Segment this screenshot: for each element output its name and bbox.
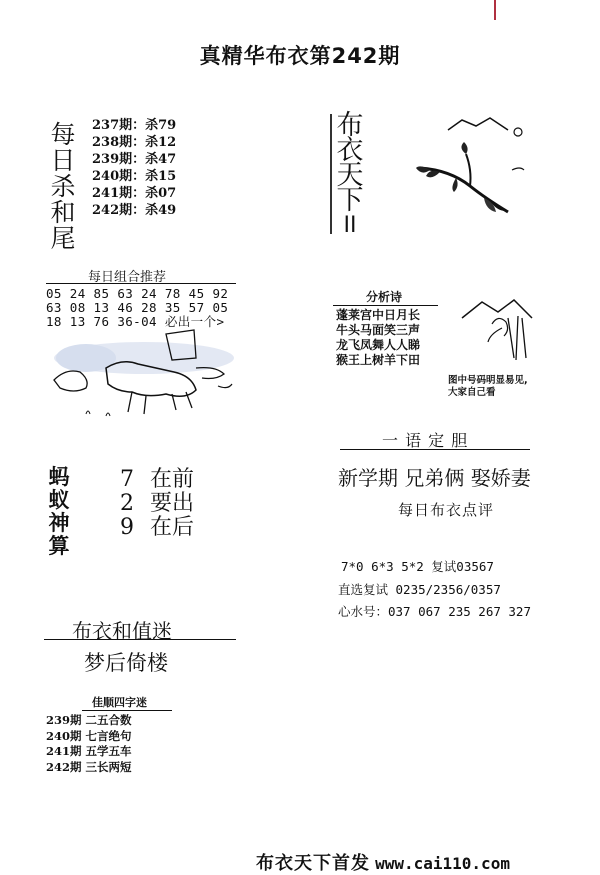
list-item: 239期 二五合数 [46, 713, 132, 727]
daily-combo-rows [46, 287, 228, 329]
analysis-line: 猴王上树羊下田 [336, 353, 421, 367]
daily-kill-label-char: 日 [50, 146, 76, 175]
yiyu-heading: 一 语 定 胆 [382, 431, 469, 450]
ant-label-char: 蚂 [48, 465, 70, 489]
four-char-list [46, 713, 132, 775]
ant-row [120, 492, 194, 516]
ant-rows [120, 468, 194, 540]
ant-label-char: 神 [48, 511, 70, 535]
list-item: 242期：杀49 [92, 203, 177, 218]
ant-num: 2 [120, 491, 134, 516]
analysis-lines [336, 308, 420, 368]
ant-text: 在后 [150, 515, 195, 540]
analysis-note [448, 375, 528, 399]
footer-url[interactable]: www.cai110.com [375, 854, 510, 873]
footer [256, 849, 510, 875]
buyi-char: II [343, 213, 357, 238]
list-item: 240期 七言绝句 [46, 728, 132, 743]
buyi-char: 天 [336, 160, 364, 191]
combo-row: 63 08 13 46 28 35 57 05 [46, 300, 229, 315]
list-item: 237期：杀79 [92, 118, 177, 133]
list-item: 241期 五学五车 [46, 744, 132, 758]
ant-row [120, 468, 194, 492]
analysis-line: 牛头马面笑三声 [336, 323, 421, 337]
list-item: 238期：杀12 [92, 135, 177, 150]
daily-kill-label-char: 和 [50, 198, 76, 227]
riddle-heading: 布衣和值迷 [72, 619, 172, 643]
list-item: 241期：杀07 [92, 186, 177, 201]
buyi-char: 下 [336, 185, 364, 216]
ant-row [120, 516, 194, 540]
ant-label [44, 466, 74, 558]
analysis-note-line: 图中号码明显易见, [448, 375, 528, 386]
four-char-heading: 佳顺四字迷 [92, 696, 147, 709]
review-line-2: 直选复试 0235/2356/0357 [338, 582, 501, 597]
riddle-rule [44, 639, 236, 640]
analysis-line: 龙飞凤舞人人睇 [336, 338, 421, 352]
corner-mark [494, 0, 496, 20]
daily-kill-label-char: 尾 [50, 224, 76, 253]
daily-kill-label [48, 122, 78, 252]
daily-kill-label-char: 杀 [50, 172, 76, 201]
analysis-note-line: 大家自己看 [448, 387, 496, 398]
buyi-char: 衣 [336, 135, 364, 166]
list-item: 239期：杀47 [92, 152, 177, 167]
ant-label-char: 蚁 [48, 488, 70, 512]
buyi-border-line [330, 114, 332, 234]
buyi-tianxia-label [335, 110, 365, 238]
list-item: 240期：杀15 [92, 169, 177, 184]
four-char-rule [82, 710, 172, 711]
ant-text: 在前 [150, 467, 195, 492]
review-line-1: 7*0 6*3 5*2 复试03567 [341, 559, 494, 574]
daily-combo-rule [46, 283, 236, 284]
combo-row: 05 24 85 63 24 78 45 92 [46, 286, 229, 301]
ant-text: 要出 [150, 491, 195, 516]
branch-illustration [400, 112, 540, 222]
list-item: 242期 三长两短 [46, 759, 132, 774]
footer-text: 布衣天下首发 [256, 853, 370, 874]
animal-illustration [46, 328, 240, 428]
analysis-line: 蓬莱宫中日月长 [336, 308, 421, 322]
ant-num: 7 [120, 467, 134, 492]
analysis-rule [333, 305, 438, 306]
daily-kill-list [92, 117, 176, 219]
page-title: 真精华布衣第242期 [199, 44, 401, 68]
yiyu-rule [340, 449, 530, 450]
yiyu-main: 新学期 兄弟俩 娶娇妻 [338, 466, 531, 490]
daily-kill-label-char: 每 [50, 120, 76, 149]
analysis-heading: 分析诗 [366, 290, 403, 304]
riddle-answer: 梦后倚楼 [84, 651, 168, 675]
daily-combo-heading: 每日组合推荐 [88, 270, 167, 285]
combo-row: 18 13 76 36-04 必出一个> [46, 314, 225, 329]
ant-label-char: 算 [48, 534, 70, 558]
ant-num: 9 [120, 515, 134, 540]
buyi-char: 布 [336, 110, 364, 141]
yiyu-sub: 每日布衣点评 [398, 501, 495, 519]
mountain-illustration [452, 288, 552, 368]
review-line-3: 心水号：037 067 235 267 327 [338, 604, 531, 619]
